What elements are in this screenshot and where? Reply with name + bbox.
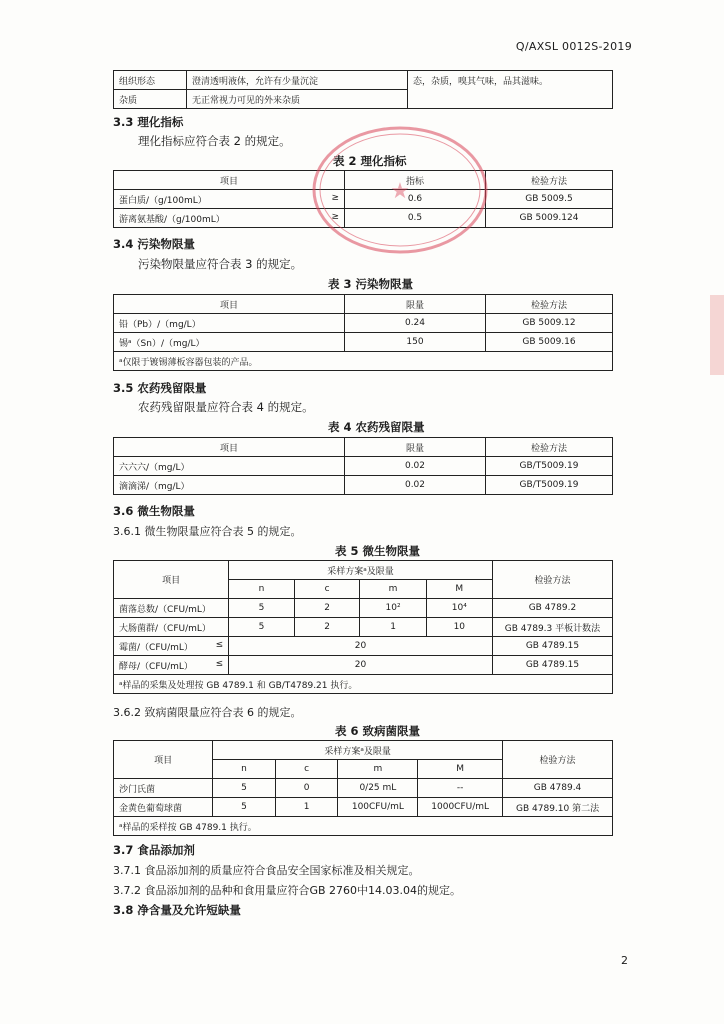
svg-text:★: ★ [390,179,410,204]
table-caption: 表 2 理化指标 [333,154,407,168]
table-cell: 杂质 [114,90,187,109]
operator: ≥ [331,211,339,222]
table-cell: GB/T5009.19 [486,476,613,495]
table-cell: 霉菌/（CFU/mL） [119,642,193,653]
column-header: 项目 [114,295,345,314]
table-cell: 酵母/（CFU/mL） [119,661,193,672]
section-heading: 3.4 污染物限量 [113,237,195,251]
column-header: 限量 [345,295,486,314]
sensory-table-continuation [113,70,613,109]
column-header: c [275,760,338,779]
table-note: ᵃ仅限于镀锡薄板容器包装的产品。 [114,352,613,371]
paragraph: 理化指标应符合表 2 的规定。 [138,134,291,148]
table-cell: 10⁴ [426,599,492,618]
table-cell: 无正常视力可见的外来杂质 [187,90,408,109]
table-cell: 10 [426,618,492,637]
operator: ≤ [215,658,224,669]
column-header: 检验方法 [486,171,613,190]
pesticide-table [113,437,613,495]
page-number: 2 [621,954,628,967]
table-row [114,476,613,495]
column-header: c [294,580,360,599]
table-cell: 0/25 mL [338,779,418,798]
column-header: 项目 [114,438,345,457]
column-header: 检验方法 [492,561,612,599]
column-header: M [418,760,503,779]
table-cell: 1 [360,618,426,637]
column-header: 项目 [114,171,345,190]
table-cell: 20 [229,637,493,656]
column-header: 限量 [345,438,486,457]
table-cell: 1 [275,798,338,817]
column-header: 检验方法 [486,438,613,457]
table-cell: GB 5009.12 [486,314,613,333]
table-cell: 金黄色葡萄球菌 [114,798,213,817]
table-cell: -- [418,779,503,798]
column-header: M [426,580,492,599]
table-cell: 150 [345,333,486,352]
table-note: ᵃ样品的采集及处理按 GB 4789.1 和 GB/T4789.21 执行。 [114,675,613,694]
table-row [114,798,613,817]
table-cell: 1000CFU/mL [418,798,503,817]
table-cell: 0.24 [345,314,486,333]
table-cell: 沙门氏菌 [114,779,213,798]
column-header: 采样方案ᵃ及限量 [229,561,493,580]
table-cell: GB 5009.16 [486,333,613,352]
table-cell: 滴滴涕/（mg/L） [114,476,345,495]
table-cell: 蛋白质/（g/100mL） [119,195,207,206]
table-note: ᵃ样品的采样按 GB 4789.1 执行。 [114,817,613,836]
contaminant-table [113,294,613,371]
table-cell: GB 4789.3 平板计数法 [492,618,612,637]
table-cell: 5 [213,798,276,817]
table-cell: GB/T5009.19 [486,457,613,476]
table-cell: 澄清透明液体，允许有少量沉淀 [187,71,408,90]
table-cell: 0.6 [345,190,486,209]
operator: ≥ [331,192,339,203]
column-header: 检验方法 [503,741,613,779]
table-cell: GB 5009.124 [486,209,613,228]
section-heading: 3.3 理化指标 [113,115,184,129]
table-cell: 2 [294,618,360,637]
table-cell: 2 [294,599,360,618]
table-row [114,618,613,637]
table-cell: 铅（Pb）/（mg/L） [114,314,345,333]
column-header: 采样方案ᵃ及限量 [213,741,503,760]
paragraph: 3.7.1 食品添加剂的质量应符合食品安全国家标准及相关规定。 [113,864,420,877]
table-cell: 20 [229,656,493,675]
table-cell: 0.02 [345,476,486,495]
page-edge-mark [710,295,724,375]
table-row [114,457,613,476]
table-cell: 100CFU/mL [338,798,418,817]
paragraph: 3.6.2 致病菌限量应符合表 6 的规定。 [113,706,302,719]
document-code: Q/AXSL 0012S-2019 [515,40,632,53]
table-caption: 表 6 致病菌限量 [335,724,421,738]
company-seal [305,120,495,260]
column-header: m [360,580,426,599]
table-row [114,779,613,798]
pathogen-table [113,740,613,836]
column-header: n [229,580,295,599]
column-header: 指标 [345,171,486,190]
column-header: 检验方法 [486,295,613,314]
table-cell: 10² [360,599,426,618]
paragraph: 农药残留限量应符合表 4 的规定。 [138,400,314,414]
table-row [114,333,613,352]
table-cell: GB 4789.15 [492,637,612,656]
table-cell: GB 5009.5 [486,190,613,209]
operator: ≤ [215,639,224,650]
section-heading: 3.6 微生物限量 [113,504,195,518]
paragraph: 3.6.1 微生物限量应符合表 5 的规定。 [113,525,302,538]
table-cell: 锡ᵃ（Sn）/（mg/L） [114,333,345,352]
table-cell: 态，杂质，嗅其气味，品其滋味。 [408,71,613,109]
paragraph: 污染物限量应符合表 3 的规定。 [138,257,303,271]
table-caption: 表 3 污染物限量 [328,277,414,291]
table-cell: 0 [275,779,338,798]
table-row [114,599,613,618]
table-caption: 表 4 农药残留限量 [328,420,425,434]
table-cell: 菌落总数/（CFU/mL） [114,599,229,618]
section-heading: 3.5 农药残留限量 [113,381,207,395]
table-row [114,314,613,333]
paragraph: 3.7.2 食品添加剂的品种和食用量应符合GB 2760中14.03.04的规定。 [113,884,462,897]
table-caption: 表 5 微生物限量 [335,544,421,558]
column-header: 项目 [114,741,213,779]
table-cell: 六六六/（mg/L） [114,457,345,476]
table-cell: 5 [229,618,295,637]
table-cell: 游离氨基酸/（g/100mL） [119,214,225,225]
microbe-table [113,560,613,694]
table-cell: 组织形态 [114,71,187,90]
table-cell: 5 [213,779,276,798]
table-cell: GB 4789.4 [503,779,613,798]
table-cell: GB 4789.10 第二法 [503,798,613,817]
table-cell: 5 [229,599,295,618]
table-row [114,656,613,675]
table-cell: GB 4789.2 [492,599,612,618]
section-heading: 3.8 净含量及允许短缺量 [113,903,241,917]
table-cell: 0.5 [345,209,486,228]
column-header: m [338,760,418,779]
section-heading: 3.7 食品添加剂 [113,843,195,857]
column-header: n [213,760,276,779]
table-cell: GB 4789.15 [492,656,612,675]
table-cell: 大肠菌群/（CFU/mL） [114,618,229,637]
table-row [114,637,613,656]
table-cell: 0.02 [345,457,486,476]
column-header: 项目 [114,561,229,599]
